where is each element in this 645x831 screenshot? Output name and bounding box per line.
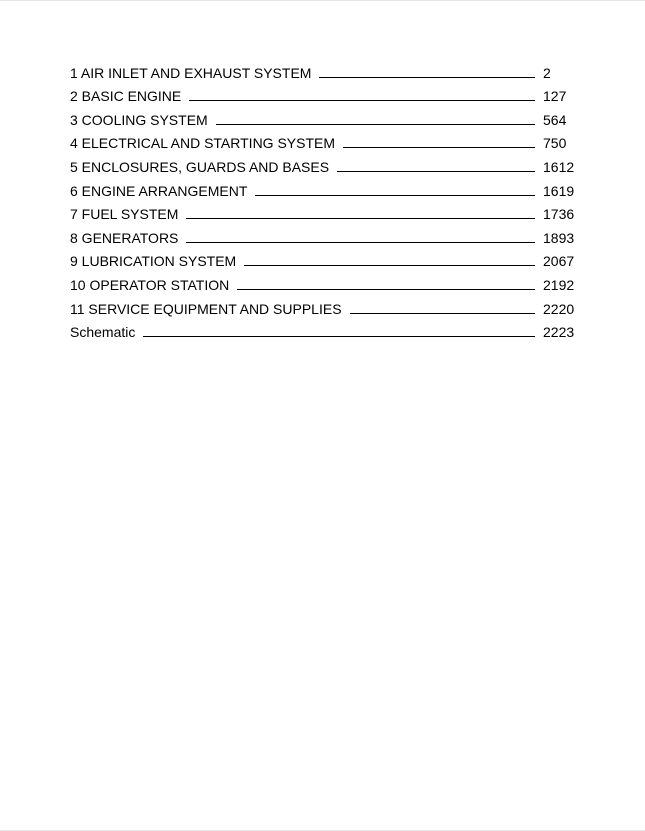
toc-entry-page: 2067 (543, 253, 575, 270)
toc-entry-page: 127 (543, 88, 567, 105)
toc-entry-page: 2192 (543, 276, 575, 293)
toc-entry-title: 7 FUEL SYSTEM (70, 206, 179, 223)
toc-entry-page: 750 (543, 135, 567, 152)
toc-entry-title: 8 GENERATORS (70, 229, 179, 246)
toc-entry-page: 1893 (543, 229, 575, 246)
toc-entry-title: 6 ENGINE ARRANGEMENT (70, 182, 248, 199)
toc-entry-title: 1 AIR INLET AND EXHAUST SYSTEM (70, 64, 312, 81)
toc-entry-electrical-starting[interactable] (70, 129, 574, 153)
toc-entry-page: 2220 (543, 300, 575, 317)
toc-leader-line (186, 218, 535, 219)
toc-entry-enclosures-guards-bases[interactable] (70, 152, 574, 176)
toc-leader-line (337, 171, 535, 172)
toc-entry-operator-station[interactable] (70, 270, 574, 294)
toc-leader-line (143, 336, 535, 337)
toc-leader-line (244, 265, 535, 266)
toc-entry-title: 9 LUBRICATION SYSTEM (70, 253, 237, 270)
toc-entry-cooling-system[interactable] (70, 105, 574, 129)
toc-entry-title: 3 COOLING SYSTEM (70, 111, 208, 128)
toc-entry-engine-arrangement[interactable] (70, 176, 574, 200)
toc-entry-page: 2 (543, 64, 551, 81)
toc-leader-line (189, 100, 535, 101)
toc-entry-title: 2 BASIC ENGINE (70, 88, 182, 105)
toc-entry-title: 10 OPERATOR STATION (70, 276, 230, 293)
toc-entry-page: 1612 (543, 158, 575, 175)
table-of-contents (70, 58, 574, 341)
toc-entry-fuel-system[interactable] (70, 200, 574, 224)
toc-entry-service-equipment-supplies[interactable] (70, 294, 574, 318)
toc-entry-title: 11 SERVICE EQUIPMENT AND SUPPLIES (70, 300, 342, 317)
toc-entry-title: 4 ELECTRICAL AND STARTING SYSTEM (70, 135, 336, 152)
toc-leader-line (237, 289, 535, 290)
toc-entry-page: 564 (543, 111, 567, 128)
toc-entry-lubrication-system[interactable] (70, 247, 574, 271)
toc-leader-line (319, 77, 535, 78)
toc-entry-basic-engine[interactable] (70, 82, 574, 106)
toc-leader-line (255, 195, 535, 196)
toc-entry-title: 5 ENCLOSURES, GUARDS AND BASES (70, 158, 330, 175)
toc-entry-page: 2223 (543, 324, 575, 341)
toc-entry-air-inlet-exhaust[interactable] (70, 58, 574, 82)
toc-entry-title: Schematic (70, 324, 136, 341)
toc-leader-line (343, 147, 535, 148)
toc-entry-schematic[interactable] (70, 318, 574, 342)
toc-entry-page: 1619 (543, 182, 575, 199)
toc-leader-line (216, 124, 535, 125)
toc-entry-page: 1736 (543, 206, 575, 223)
toc-leader-line (186, 242, 535, 243)
toc-leader-line (350, 313, 535, 314)
toc-entry-generators[interactable] (70, 223, 574, 247)
